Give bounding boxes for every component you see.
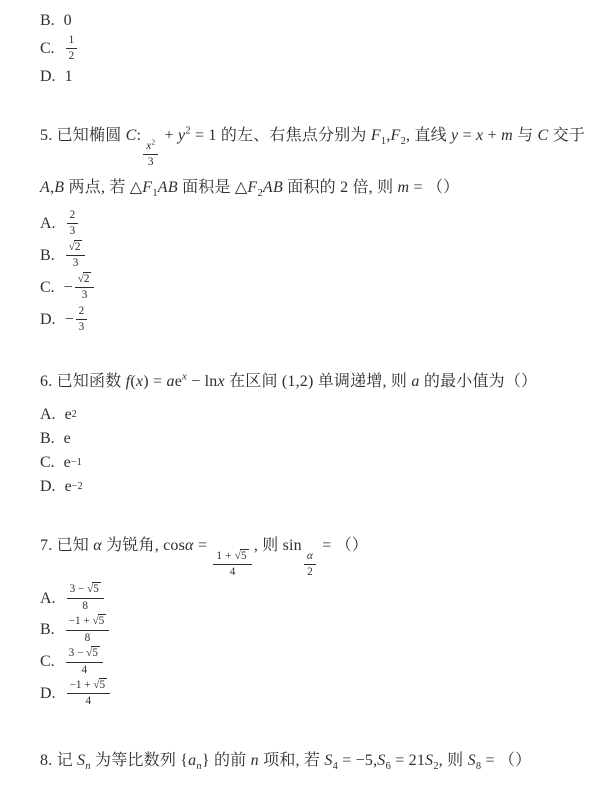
option-value: $\frac{2}{3}$ (65, 209, 81, 239)
option-label: B. (40, 429, 55, 447)
question-4-option-D (40, 66, 588, 88)
option-label: C. (40, 453, 55, 471)
question-7-option-A (40, 583, 588, 613)
question-7-text: 7. 已知 α 为锐角, cosα = $\frac{1 + √5}{4}$ , 则 sin $\frac{\alpha}{2}$ = （） (40, 536, 369, 578)
option-value: − $\frac{2}{3}$ (65, 305, 90, 335)
question-8-text: 8. 记 $S_n$ 为等比数列 $\{a_n\}$ 的前 n 项和, 若 $S_4 = -5,S_6 = 21S_2$, 则 $S_8$ = （） (40, 751, 532, 773)
question-6-text: 6. 已知函数 $f(x) = ae^x - \ln x$ 在区间 (1,2) 单调递增, 则 a 的最小值为（） (40, 372, 538, 391)
question-5-option-D (40, 305, 588, 335)
option-value: 0 (63, 12, 72, 30)
question-6 (40, 364, 588, 497)
option-label: A. (40, 589, 56, 607)
question-6-option-C (40, 452, 588, 474)
question-5-options (40, 209, 588, 335)
question-6-option-A (40, 404, 588, 426)
option-value: e 2 (64, 405, 77, 423)
option-label: B. (40, 12, 55, 30)
option-value: $\frac{3 - √5}{4}$ (64, 647, 105, 677)
option-value: e (63, 429, 71, 447)
option-label: C. (40, 40, 55, 58)
question-7-option-C (40, 647, 588, 677)
question-5-text: 5. 已知椭圆 C: $\frac{x^2}{3}$ + $y^2 = 1$ 的左、右焦点分别为 $F_1,F_2$, 直线 y = x + m 与 C 交于 A,B 两点, 若 $\triangle F_1AB$ 面积是 $\triangle F_2AB$ 面积的 2 倍, 则 m = （） (40, 125, 586, 199)
option-value: e −2 (64, 477, 83, 495)
option-value: − $\frac{√2}{3}$ (64, 273, 97, 303)
question-6-options (40, 404, 588, 498)
option-value: $\frac{-1 + √5}{4}$ (65, 679, 113, 709)
option-label: C. (40, 278, 55, 296)
question-4-option-C (40, 34, 588, 64)
option-value: e −1 (63, 453, 82, 471)
option-value: $\frac{1}{2}$ (64, 34, 80, 64)
option-label: A. (40, 405, 56, 423)
option-label: A. (40, 215, 56, 233)
question-8 (40, 743, 588, 778)
question-7-option-B (40, 615, 588, 645)
option-label: B. (40, 246, 55, 264)
question-7 (40, 528, 588, 709)
question-5-option-B (40, 241, 588, 271)
question-4-options (40, 10, 588, 88)
question-5 (40, 118, 588, 335)
question-5-option-A (40, 209, 588, 239)
option-value: $\frac{-1 + √5}{8}$ (64, 615, 112, 645)
option-label: B. (40, 621, 55, 639)
option-label: D. (40, 68, 56, 86)
option-label: C. (40, 653, 55, 671)
question-5-option-C (40, 273, 588, 303)
question-7-option-D (40, 679, 588, 709)
option-value: 1 (64, 68, 73, 86)
question-6-option-D (40, 476, 588, 498)
option-label: D. (40, 477, 56, 495)
question-6-option-B (40, 428, 588, 450)
option-label: D. (40, 685, 56, 703)
option-label: D. (40, 310, 56, 328)
question-7-options (40, 583, 588, 709)
question-4-option-B (40, 10, 588, 32)
option-value: $\frac{√2}{3}$ (64, 241, 88, 271)
option-value: $\frac{3 - √5}{8}$ (65, 583, 106, 613)
